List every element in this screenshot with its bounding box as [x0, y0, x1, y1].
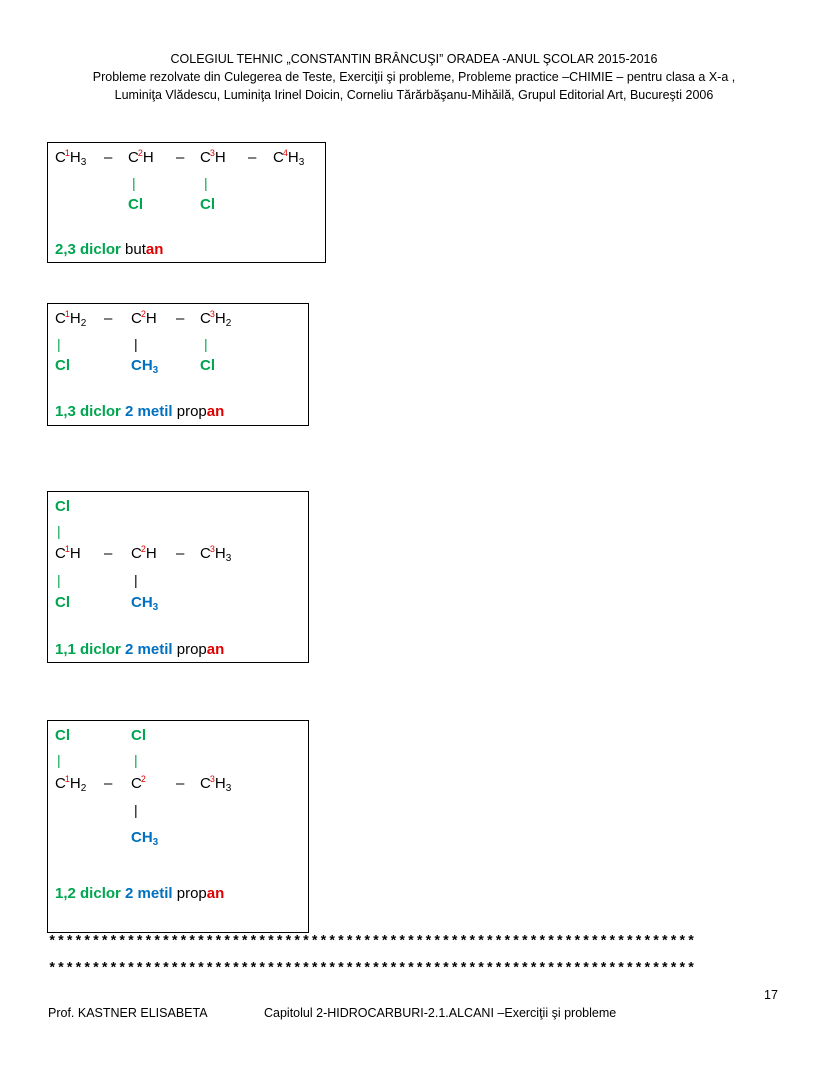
compound-name: 1,3 diclor 2 metil propan — [55, 403, 225, 420]
bond-bar: | — [57, 572, 61, 588]
bond-dash: – — [176, 149, 185, 166]
carbon-3: $C^3H_3$ — [200, 774, 232, 794]
bond-bar: | — [204, 336, 208, 352]
carbon-4: $C^4H_3$ — [273, 148, 305, 168]
bond-bar: | — [134, 752, 138, 768]
page-number: 17 — [764, 988, 778, 1002]
substituent-cl: Cl — [131, 727, 146, 744]
substituent-cl: Cl — [55, 498, 70, 515]
bond-dash: – — [104, 149, 113, 166]
header-line-3: Luminiţa Vlădescu, Luminiţa Irinel Doicin, Corneliu Tărărbăşanu-Mihăilă, Grupul Editorial Art, Bucureşti 2006 — [114, 88, 714, 102]
bond-dash: – — [176, 310, 185, 327]
header-line-1: COLEGIUL TEHNIC „CONSTANTIN BRÂNCUŞI” ORADEA -ANUL ŞCOLAR 2015-2016 — [170, 52, 658, 66]
carbon-1: $C^1H$ — [55, 544, 81, 562]
substituent-cl: Cl — [200, 357, 215, 374]
substituent-ch3: $CH_3$ — [131, 594, 159, 613]
carbon-1: $C^1H_3$ — [55, 148, 87, 168]
compound-name: 1,2 diclor 2 metil propan — [55, 885, 225, 902]
bond-dash: – — [176, 545, 185, 562]
substituent-cl: Cl — [55, 727, 70, 744]
substituent-cl: Cl — [55, 357, 70, 374]
bond-dash: – — [248, 149, 257, 166]
compound-name: 1,1 diclor 2 metil propan — [55, 641, 225, 658]
carbon-2: $C^2H$ — [131, 544, 157, 562]
substituent-cl: Cl — [128, 196, 143, 213]
compound-name: 2,3 diclor butan — [55, 241, 164, 258]
carbon-1: $C^1H_2$ — [55, 774, 87, 794]
substituent-ch3: $CH_3$ — [131, 829, 159, 848]
bond-bar: | — [57, 752, 61, 768]
header-line-2: Probleme rezolvate din Culegerea de Teste, Exerciţii şi probleme, Probleme practice –CHIMIE – pentru clasa a X-a , — [92, 70, 736, 84]
carbon-1: $C^1H_2$ — [55, 309, 87, 329]
separator-stars: ************************************************************************** — [48, 961, 696, 977]
bond-bar: | — [134, 572, 138, 588]
bond-bar: | — [134, 336, 138, 352]
bond-bar: | — [134, 802, 138, 818]
bond-bar: | — [57, 523, 61, 539]
footer-author: Prof. KASTNER ELISABETA — [48, 1006, 208, 1020]
formula-box-3 — [47, 491, 309, 663]
formula-box-1 — [47, 142, 326, 263]
substituent-ch3: $CH_3$ — [131, 357, 159, 376]
footer-chapter: Capitolul 2-HIDROCARBURI-2.1.ALCANI –Exerciţii şi probleme — [264, 1006, 617, 1020]
formula-box-2 — [47, 303, 309, 426]
bond-bar: | — [132, 175, 136, 191]
bond-dash: – — [104, 545, 113, 562]
bond-dash: – — [176, 775, 185, 792]
bond-dash: – — [104, 775, 113, 792]
page-header — [0, 50, 828, 104]
formula-box-4 — [47, 720, 309, 933]
carbon-3: $C^3H_2$ — [200, 309, 232, 329]
carbon-3: $C^3H$ — [200, 148, 226, 166]
bond-bar: | — [57, 336, 61, 352]
carbon-2: $C^2H$ — [131, 309, 157, 327]
bond-bar: | — [204, 175, 208, 191]
carbon-3: $C^3H_3$ — [200, 544, 232, 564]
substituent-cl: Cl — [55, 594, 70, 611]
carbon-2: $C^2H$ — [128, 148, 154, 166]
bond-dash: – — [104, 310, 113, 327]
carbon-2: $C^2$ — [131, 774, 146, 792]
separator-stars: ************************************************************************** — [48, 934, 696, 950]
substituent-cl: Cl — [200, 196, 215, 213]
